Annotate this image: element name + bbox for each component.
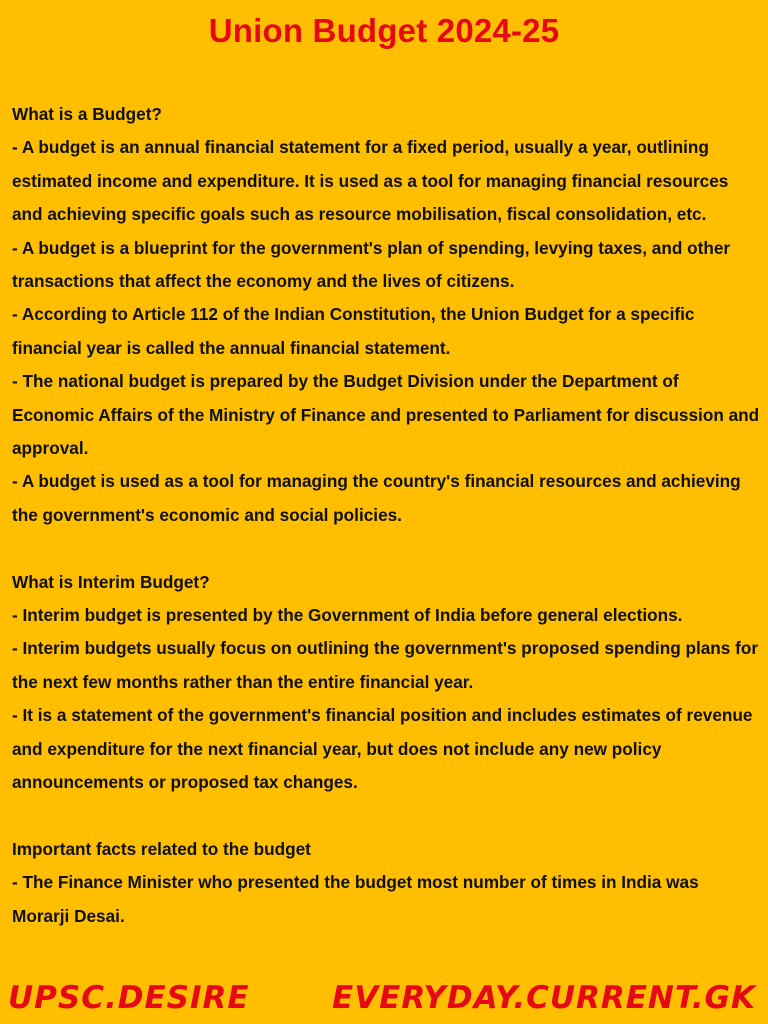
bullet-point: - Interim budget is presented by the Government of India before general elections. <box>12 605 683 626</box>
bullet-point: - According to Article 112 of the Indian Constitution, the Union Budget for a specific financial year is called the annual financial statement. <box>12 304 695 358</box>
section-important-facts <box>12 833 760 933</box>
bullet-point: - Interim budgets usually focus on outlining the government's proposed spending plans for the next few months rather than the entire financial year. <box>12 638 759 692</box>
section-heading: Important facts related to the budget <box>12 838 311 859</box>
footer-brand-left: UPSC.DESIRE <box>8 980 250 1016</box>
page-title: Union Budget 2024-25 <box>208 12 560 49</box>
content-area <box>12 98 760 933</box>
bullet-point: - The national budget is prepared by the Budget Division under the Department of Economic Affairs of the Ministry of Finance and presented to Parliament for discussion and approval. <box>12 371 760 459</box>
section-what-is-budget <box>12 98 760 532</box>
section-interim-budget <box>12 566 760 800</box>
bullet-point: - A budget is a blueprint for the government's plan of spending, levying taxes, and other transactions that affect the economy and the lives of citizens. <box>12 237 731 292</box>
section-heading: What is Interim Budget? <box>12 571 210 592</box>
section-heading: What is a Budget? <box>12 104 162 124</box>
bullet-point: - It is a statement of the government's financial position and includes estimates of revenue and expenditure for the next financial year, but does not include any new policy announcements or proposed tax changes. <box>12 705 753 793</box>
bullet-point: - The Finance Minister who presented the budget most number of times in India was Morarji Desai. <box>12 872 699 926</box>
bullet-point: - A budget is an annual financial statement for a fixed period, usually a year, outlining estimated income and expenditure. It is used as a tool for managing financial resources and achieving specific goals such as resource mobilisation, fiscal consolidation, etc. <box>12 137 729 225</box>
bullet-point: - A budget is used as a tool for managing the country's financial resources and achieving the government's economic and social policies. <box>12 471 741 525</box>
footer-brand-right: EVERYDAY.CURRENT.GK <box>332 980 756 1016</box>
